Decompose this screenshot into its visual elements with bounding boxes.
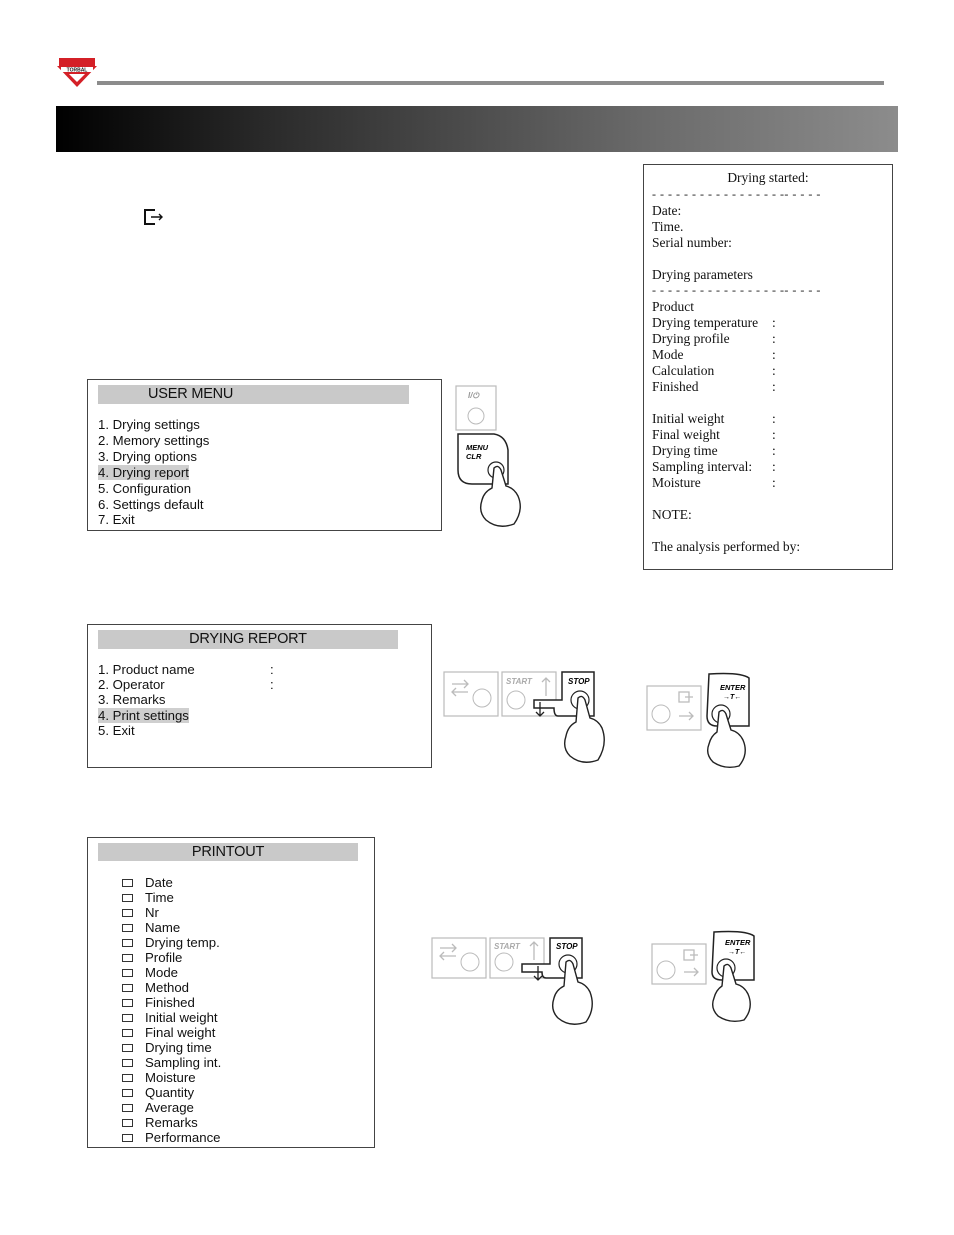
report-weight-colon: : [772,475,776,490]
printout-checkbox[interactable] [122,1134,133,1142]
drying-report-colon: : [270,677,274,692]
printout-checkbox[interactable] [122,984,133,992]
drying-report-screen [87,624,432,768]
printout-item-label: Date [145,875,173,890]
report-param-colon: : [772,363,776,378]
printout-item-label: Finished [145,995,195,1010]
printout-item-label: Moisture [145,1070,196,1085]
report-weight-label: Sampling interval: [652,459,753,474]
start-key-label: START [506,677,532,686]
printout-item-label: Profile [145,950,183,965]
printout-checkbox[interactable] [122,894,133,902]
user-menu-item-selected[interactable]: 4. Drying report [98,465,189,480]
printout-checkbox[interactable] [122,1089,133,1097]
drying-report-item[interactable]: 1. Product name [98,662,195,677]
tare-key-label: →T← [728,949,747,956]
drying-report-colon: : [270,662,274,677]
report-weight-colon: : [772,443,776,458]
report-weight-colon: : [772,427,776,442]
printout-item-label: Drying temp. [145,935,220,950]
enter-key-label: ENTER [725,938,751,947]
drying-report-item-selected[interactable]: 4. Print settings [98,708,189,723]
printout-item-label: Drying time [145,1040,212,1055]
start-stop-keypad [430,934,608,1030]
printout-checkbox[interactable] [122,909,133,917]
header-rule [97,81,884,85]
user-menu-item[interactable]: 6. Settings default [98,497,204,512]
report-param-colon: : [772,347,776,362]
printout-item-label: Initial weight [145,1010,218,1025]
user-menu-screen [87,379,442,531]
section-banner [56,106,898,152]
report-divider: - - - - - - - - - - - - - - - - -- - - - - [652,187,821,201]
printout-item-label: Method [145,980,189,995]
printout-item-label: Time [145,890,174,905]
user-menu-item[interactable]: 7. Exit [98,512,135,527]
printout-checkbox[interactable] [122,1104,133,1112]
stop-key-label: STOP [556,942,578,951]
menu-clr-keypad [454,384,530,530]
printout-checkbox[interactable] [122,924,133,932]
start-key-label: START [494,942,520,951]
printout-title: PRINTOUT [98,843,358,861]
tare-key-label: →T← [723,694,742,701]
printout-item-label: Final weight [145,1025,216,1040]
report-performed-by: The analysis performed by: [652,539,801,554]
printout-item-label: Mode [145,965,178,980]
torbal-logo [55,54,99,88]
report-title: Drying started: [727,170,809,185]
printout-checkbox[interactable] [122,1014,133,1022]
report-divider: - - - - - - - - - - - - - - - - -- - - - - [652,283,821,297]
report-time-label: Time. [652,219,684,234]
logo-text: TORBAL [66,67,88,74]
clr-key-label: CLR [466,452,482,461]
user-menu-item[interactable]: 5. Configuration [98,481,192,496]
menu-key-label: MENU [466,443,489,452]
start-stop-keypad [442,668,620,768]
drying-report-title: DRYING REPORT [98,630,398,649]
printout-checkbox[interactable] [122,969,133,977]
printout-checkbox[interactable] [122,999,133,1007]
printout-checkbox[interactable] [122,954,133,962]
report-param-colon: : [772,331,776,346]
printout-checkbox[interactable] [122,1059,133,1067]
report-weight-colon: : [772,411,776,426]
report-section-title: Drying parameters [652,267,753,282]
user-menu-title: USER MENU [98,385,409,404]
print-key[interactable] [652,944,706,984]
user-menu-item[interactable]: 3. Drying options [98,449,197,464]
printout-item-label: Performance [145,1130,221,1145]
report-param-label: Drying profile [652,331,730,346]
report-serial-label: Serial number: [652,235,732,250]
report-param-label: Drying temperature [652,315,759,330]
printout-item-label: Name [145,920,181,935]
report-note: NOTE: [652,507,692,522]
drying-report-item[interactable]: 2. Operator [98,677,165,692]
power-key-label: I/⏻ [468,391,479,400]
drying-report-printout [643,164,893,570]
enter-key-label: ENTER [720,683,746,692]
report-param-label: Finished [652,379,699,394]
drying-report-item[interactable]: 3. Remarks [98,692,166,707]
report-param-label: Product [652,299,694,314]
report-date-label: Date: [652,203,682,218]
printout-checkbox[interactable] [122,1119,133,1127]
report-param-label: Calculation [652,363,715,378]
exit-icon [143,208,165,226]
printout-checkbox[interactable] [122,1029,133,1037]
report-param-label: Mode [652,347,684,362]
printout-item-label: Quantity [145,1085,195,1100]
printout-screen [87,837,375,1148]
report-param-colon: : [772,315,776,330]
printout-checkbox[interactable] [122,1044,133,1052]
printout-item-label: Average [145,1100,194,1115]
drying-report-item[interactable]: 5. Exit [98,723,135,738]
printout-checkbox[interactable] [122,879,133,887]
printout-item-label: Remarks [145,1115,198,1130]
printout-checkbox[interactable] [122,1074,133,1082]
report-param-colon: : [772,379,776,394]
print-key[interactable] [647,686,701,730]
report-weight-label: Moisture [652,475,701,490]
printout-item-label: Sampling int. [145,1055,222,1070]
printout-checkbox[interactable] [122,939,133,947]
report-weight-label: Final weight [652,427,720,442]
enter-keypad [650,928,766,1024]
enter-keypad [645,670,761,770]
user-menu-item[interactable]: 1. Drying settings [98,417,200,432]
report-weight-colon: : [772,459,776,474]
user-menu-item[interactable]: 2. Memory settings [98,433,210,448]
report-weight-label: Initial weight [652,411,725,426]
printout-item-label: Nr [145,905,159,920]
report-weight-label: Drying time [652,443,718,458]
stop-key-label: STOP [568,677,590,686]
